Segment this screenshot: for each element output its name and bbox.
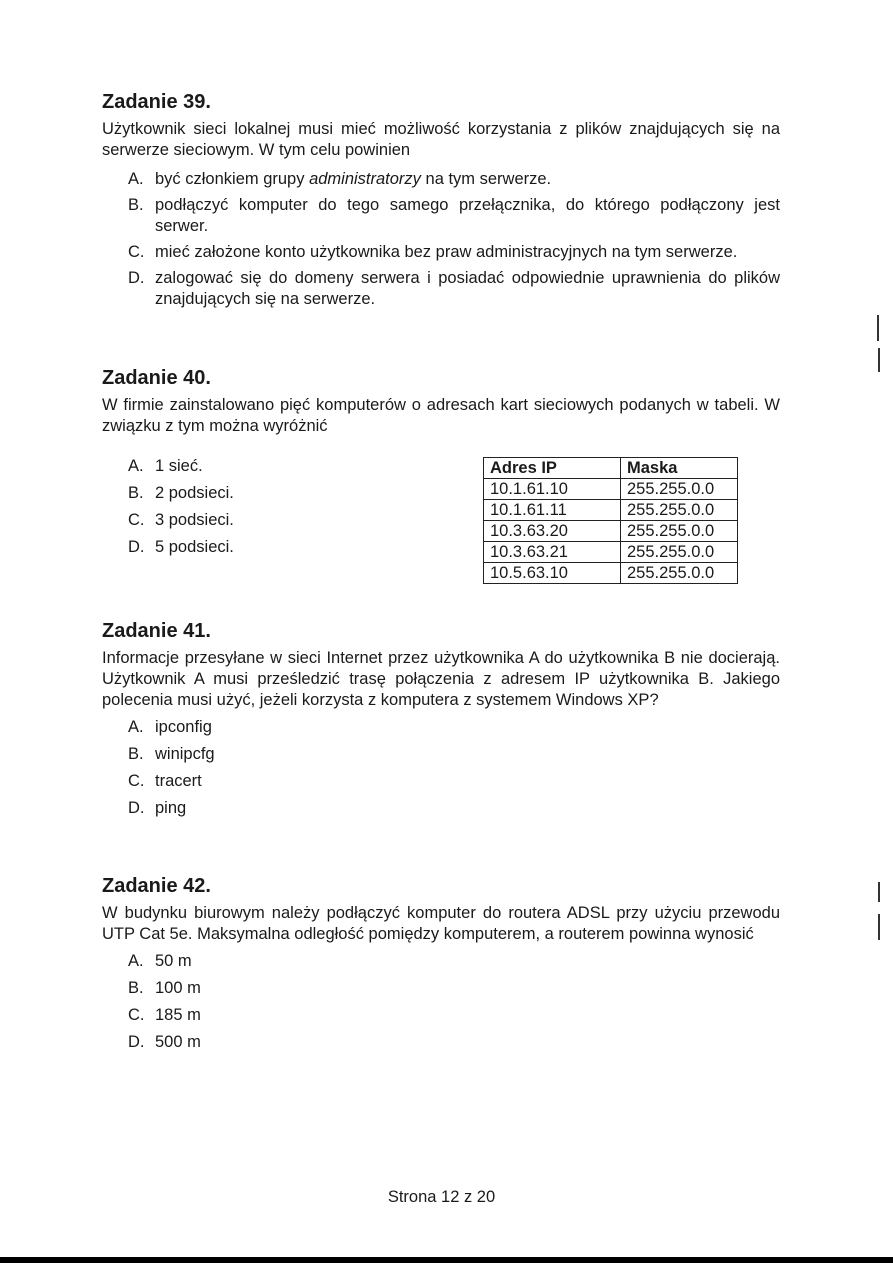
table-cell-mask: 255.255.0.0: [621, 500, 738, 521]
binder-mark: [878, 348, 880, 372]
answer-c[interactable]: [102, 242, 780, 263]
answer-text: zalogować się do domeny serwera i posiadać odpowiednie uprawnienia do plików znajdujących się na serwerze.: [155, 269, 780, 308]
answer-c[interactable]: [102, 771, 780, 792]
column-header-mask: Maska: [621, 458, 738, 479]
binder-mark: [878, 914, 880, 940]
answer-text: 5 podsieci.: [155, 538, 234, 556]
answer-a[interactable]: [102, 717, 780, 738]
answer-text: 50 m: [155, 952, 192, 970]
table-cell-mask: 255.255.0.0: [621, 542, 738, 563]
table-cell-ip: 10.3.63.20: [484, 521, 621, 542]
ip-address-table: [483, 457, 738, 584]
answer-letter: B.: [128, 484, 144, 502]
answer-letter: D.: [128, 1033, 145, 1051]
task-question: W budynku biurowym należy podłączyć komputer do routera ADSL przy użyciu przewodu UTP Cat 5e. Maksymalna odległość pomiędzy komputerem, a routerem powinna wynosić: [102, 904, 780, 943]
table-cell-mask: 255.255.0.0: [621, 521, 738, 542]
answer-letter: B.: [128, 196, 144, 214]
answer-text: 500 m: [155, 1033, 201, 1051]
answer-letter: D.: [128, 538, 145, 556]
answer-letter: B.: [128, 979, 144, 997]
table-cell-ip: 10.5.63.10: [484, 563, 621, 584]
answer-letter: A.: [128, 952, 144, 970]
answer-d[interactable]: [102, 798, 780, 819]
table-cell-mask: 255.255.0.0: [621, 479, 738, 500]
answer-c[interactable]: [102, 1005, 780, 1026]
answer-b[interactable]: [102, 744, 780, 765]
answer-text-italic: administratorzy: [309, 170, 421, 188]
answer-d[interactable]: [102, 1032, 780, 1053]
answer-letter: D.: [128, 269, 145, 287]
answer-letter: A.: [128, 170, 144, 188]
task-title: Zadanie 39.: [102, 91, 211, 113]
binder-mark: [878, 882, 880, 902]
answer-text: [155, 169, 780, 190]
table-cell-ip: 10.1.61.11: [484, 500, 621, 521]
answer-text: winipcfg: [155, 745, 215, 763]
answer-d[interactable]: [102, 268, 780, 310]
task-42: [102, 874, 780, 1059]
page-number: Strona 12 z 20: [387, 1188, 496, 1206]
table-row: [484, 500, 738, 521]
answer-list: [102, 717, 780, 819]
table-row: [484, 521, 738, 542]
table-row: [484, 479, 738, 500]
answer-b[interactable]: [102, 978, 780, 999]
answer-text: tracert: [155, 772, 202, 790]
task-question: Informacje przesyłane w sieci Internet przez użytkownika A do użytkownika B nie docierają. Użytkownik A musi prześledzić trasę połączenia z adresem IP użytkownika B. Jakiego polecenia musi użyć, jeżeli korzysta z komputera z systemem Windows XP?: [102, 649, 780, 709]
answer-letter: A.: [128, 457, 144, 475]
table-row: [484, 542, 738, 563]
task-41: [102, 619, 780, 825]
answer-letter: C.: [128, 511, 145, 529]
answer-a[interactable]: [102, 951, 780, 972]
answer-text-part: być członkiem grupy: [155, 170, 310, 188]
answer-text: 185 m: [155, 1006, 201, 1024]
table-header-row: [484, 458, 738, 479]
answer-letter: B.: [128, 745, 144, 763]
answer-letter: C.: [128, 772, 145, 790]
table-cell-mask: 255.255.0.0: [621, 563, 738, 584]
answer-list: [102, 169, 780, 310]
answer-text: podłączyć komputer do tego samego przełącznika, do którego podłączony jest serwer.: [155, 196, 780, 235]
table-cell-ip: 10.1.61.10: [484, 479, 621, 500]
answer-a[interactable]: [102, 169, 780, 190]
table-cell-ip: 10.3.63.21: [484, 542, 621, 563]
task-39: [102, 90, 780, 315]
scan-bottom-edge: [0, 1257, 893, 1263]
column-header-ip: Adres IP: [484, 458, 621, 479]
answer-letter: C.: [128, 1006, 145, 1024]
answer-text: mieć założone konto użytkownika bez praw administracyjnych na tym serwerze.: [155, 243, 738, 261]
answer-text: 2 podsieci.: [155, 484, 234, 502]
binder-mark: [877, 315, 879, 341]
answer-text: 3 podsieci.: [155, 511, 234, 529]
task-question: W firmie zainstalowano pięć komputerów o adresach kart sieciowych podanych w tabeli. W związku z tym można wyróżnić: [102, 396, 780, 435]
answer-letter: A.: [128, 718, 144, 736]
answer-letter: D.: [128, 799, 145, 817]
task-title: Zadanie 41.: [102, 620, 211, 642]
answer-letter: C.: [128, 243, 145, 261]
task-question: Użytkownik sieci lokalnej musi mieć możliwość korzystania z plików znajdujących się na serwerze sieciowym. W tym celu powinien: [102, 120, 780, 159]
answer-text: ipconfig: [155, 718, 212, 736]
table-row: [484, 563, 738, 584]
answer-text-part: na tym serwerze.: [420, 170, 552, 188]
answer-list: [102, 951, 780, 1053]
answer-b[interactable]: [102, 195, 780, 237]
answer-text: 1 sieć.: [155, 457, 203, 475]
answer-text: 100 m: [155, 979, 201, 997]
answer-text: ping: [155, 799, 187, 817]
task-title: Zadanie 40.: [102, 367, 211, 389]
task-title: Zadanie 42.: [102, 875, 211, 897]
